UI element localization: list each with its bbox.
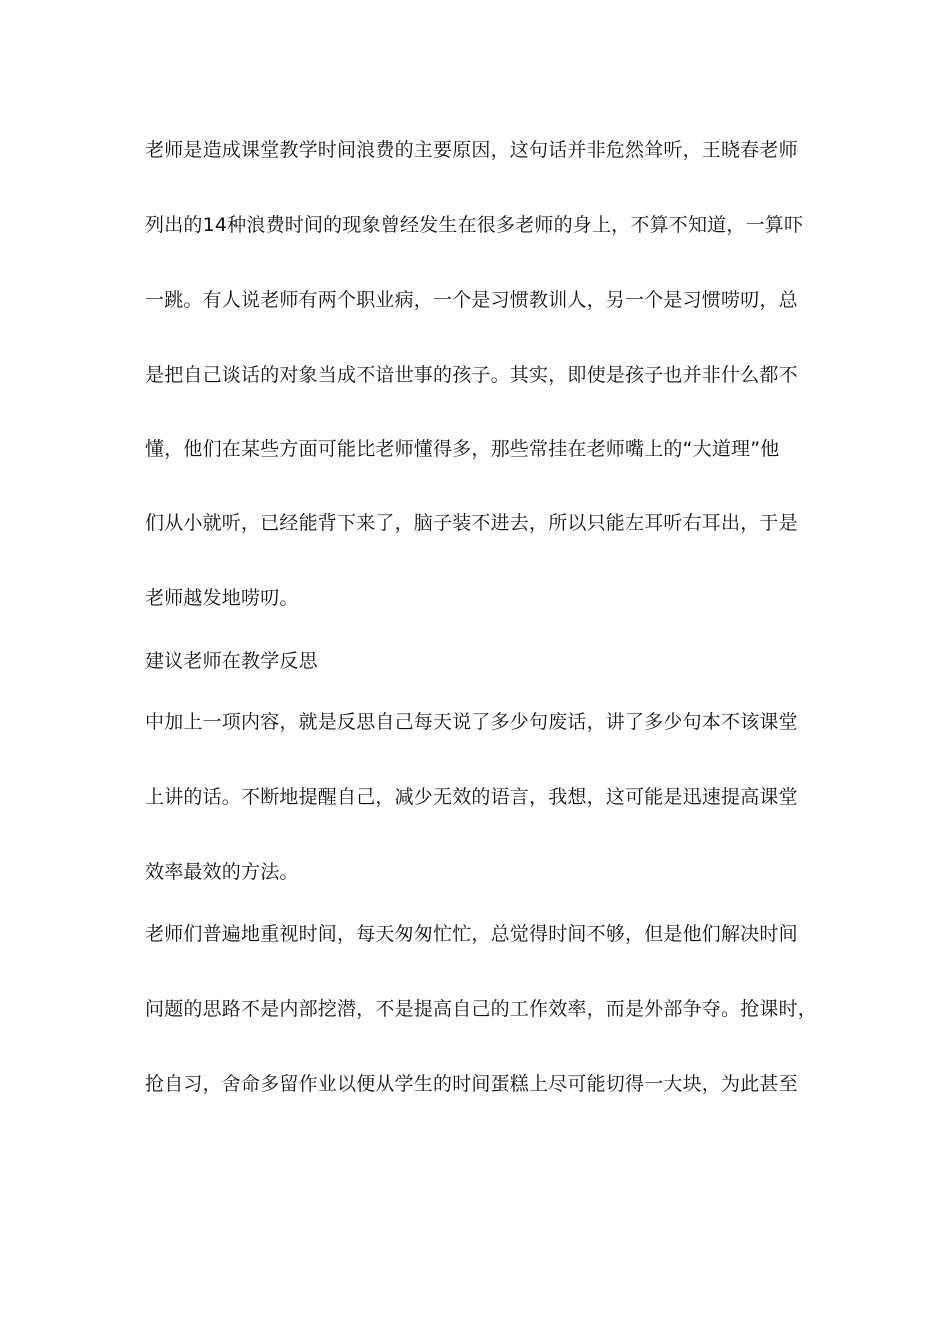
text-line: 懂，他们在某些方面可能比老师懂得多，那些常挂在老师嘴上的“大道理”他: [145, 438, 780, 460]
text-line: 老师是造成课堂教学时间浪费的主要原因，这句话并非危然耸听，王晓春老师: [145, 139, 798, 161]
text-line: 抢自习，舍命多留作业以便从学生的时间蛋糕上尽可能切得一大块，为此甚至: [145, 1073, 798, 1095]
text-line: 中加上一项内容，就是反思自己每天说了多少句废话，讲了多少句本不该课堂: [145, 711, 798, 733]
text-line: 列出的14种浪费时间的现象曾经发生在很多老师的身上，不算不知道，一算吓: [145, 214, 804, 236]
text-line: 老师们普遍地重视时间，每天匆匆忙忙，总觉得时间不够，但是他们解决时间: [145, 923, 798, 945]
text-line: 上讲的话。不断地提醒自己，减少无效的语言，我想，这可能是迅速提高课堂: [145, 786, 798, 808]
text-line: 一跳。有人说老师有两个职业病，一个是习惯教训人，另一个是习惯唠叨，总: [145, 289, 798, 311]
text-line: 效率最效的方法。: [145, 861, 299, 883]
text-line: 是把自己谈话的对象当成不谙世事的孩子。其实，即使是孩子也并非什么都不: [145, 364, 798, 386]
text-line: 们从小就听，已经能背下来了，脑子装不进去，所以只能左耳听右耳出，于是: [145, 512, 798, 534]
text-line: 老师越发地唠叨。: [145, 587, 299, 609]
text-line: 问题的思路不是内部挖潜，不是提高自己的工作效率，而是外部争夺。抢课时，: [145, 998, 818, 1020]
text-line: 建议老师在教学反思: [145, 650, 318, 672]
